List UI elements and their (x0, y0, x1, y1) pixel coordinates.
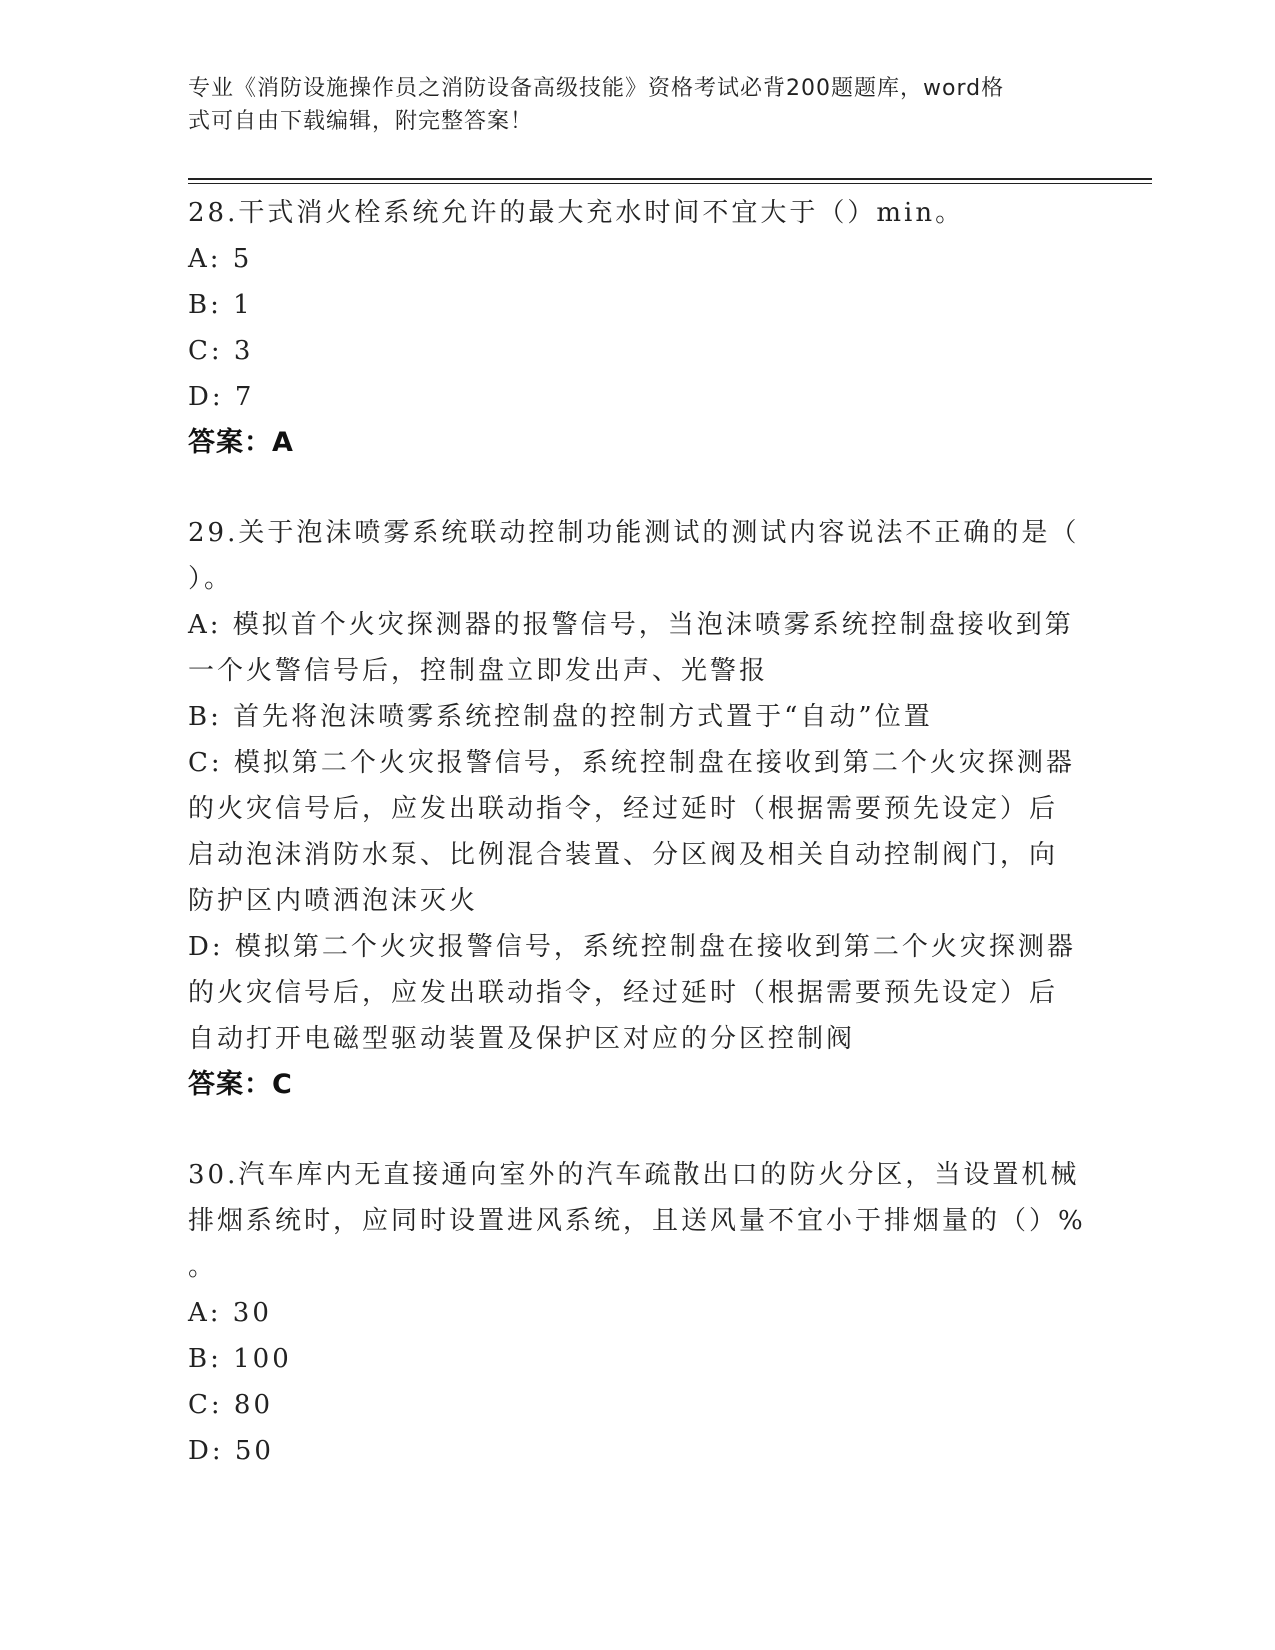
header-divider-thick (188, 178, 1152, 180)
option-c: 防护区内喷洒泡沫灭火 (188, 886, 479, 916)
question-stem: 。 (188, 1252, 218, 1282)
option-d: D: 50 (188, 1436, 274, 1466)
question-block (188, 510, 1078, 1108)
option-d: 的火灾信号后，应发出联动指令，经过延时（根据需要预先设定）后 (188, 978, 1059, 1008)
option-c: C: 模拟第二个火灾报警信号，系统控制盘在接收到第二个火灾探测器 (188, 748, 1075, 778)
option-a: A: 30 (188, 1298, 272, 1328)
header-divider-thin (188, 183, 1152, 184)
question-stem: 29.关于泡沫喷雾系统联动控制功能测试的测试内容说法不正确的是（ (188, 518, 1080, 548)
question-stem: 28.干式消火栓系统允许的最大充水时间不宜大于（）min。 (188, 198, 965, 228)
answer-label: 答案：A (188, 427, 294, 458)
option-c: C: 80 (188, 1390, 274, 1420)
option-a: 一个火警信号后，控制盘立即发出声、光警报 (188, 656, 769, 686)
question-stem: ）。 (188, 564, 234, 594)
header-line-2: 式可自由下载编辑，附完整答案！ (188, 109, 534, 134)
question-list (188, 190, 1086, 1518)
option-d: D: 模拟第二个火灾报警信号，系统控制盘在接收到第二个火灾探测器 (188, 932, 1076, 962)
question-block (188, 1152, 1086, 1474)
option-c: C: 3 (188, 336, 254, 366)
option-d: 自动打开电磁型驱动装置及保护区对应的分区控制阀 (188, 1024, 856, 1054)
option-a: A: 5 (188, 244, 253, 274)
header-line-1: 专业《消防设施操作员之消防设备高级技能》资格考试必背200题题库，word格 (188, 76, 1005, 101)
option-d: D: 7 (188, 382, 255, 412)
question-stem: 30.汽车库内无直接通向室外的汽车疏散出口的防火分区，当设置机械 (188, 1160, 1080, 1190)
answer-label: 答案：C (188, 1069, 293, 1100)
option-b: B: 首先将泡沫喷雾系统控制盘的控制方式置于“自动”位置 (188, 702, 933, 732)
option-c: 启动泡沫消防水泵、比例混合装置、分区阀及相关自动控制阀门，向 (188, 840, 1059, 870)
option-b: B: 1 (188, 290, 253, 320)
question-block (188, 190, 1078, 466)
option-a: A: 模拟首个火灾探测器的报警信号，当泡沫喷雾系统控制盘接收到第 (188, 610, 1074, 640)
option-b: B: 100 (188, 1344, 292, 1374)
question-stem: 排烟系统时，应同时设置进风系统，且送风量不宜小于排烟量的（）% (188, 1206, 1086, 1236)
document-header (188, 72, 1068, 138)
option-c: 的火灾信号后，应发出联动指令，经过延时（根据需要预先设定）后 (188, 794, 1059, 824)
